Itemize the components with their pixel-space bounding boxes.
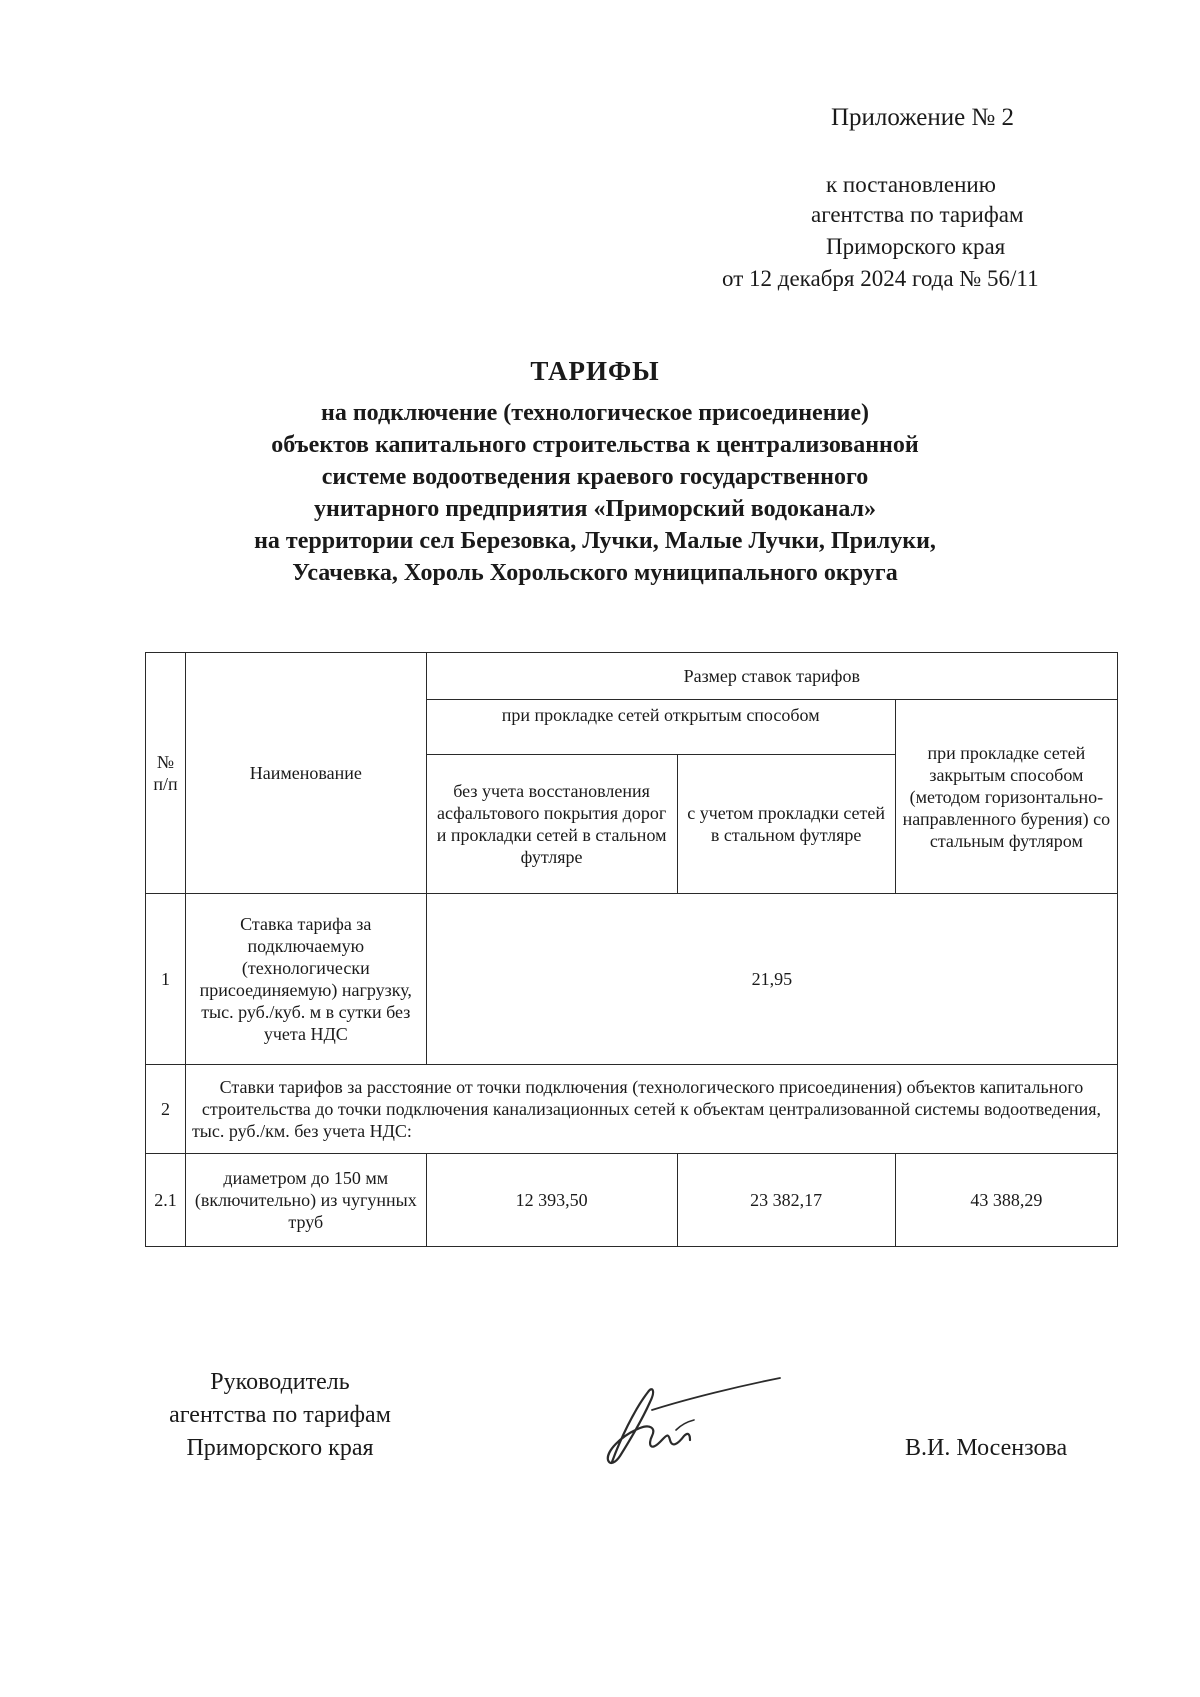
row-name: Ставка тарифа за подключаемую (технологически присоединяемую) нагрузку, тыс. руб./куб. м в сутки без учета НДС xyxy=(185,894,426,1065)
row-value: 21,95 xyxy=(426,894,1117,1065)
header-open-a: без учета восстановления асфальтового покрытия дорог и прокладки сетей в стальном футляре xyxy=(426,755,677,894)
row-value: 43 388,29 xyxy=(895,1154,1117,1247)
signer-position-line: Руководитель xyxy=(210,1369,350,1395)
annex-number: Приложение № 2 xyxy=(831,104,1015,131)
title-line: унитарного предприятия «Приморский водоканал» xyxy=(313,496,877,522)
table-row xyxy=(146,1065,1118,1154)
signer-name: В.И. Мосензова xyxy=(905,1435,1068,1461)
handwritten-signature-image xyxy=(590,1370,790,1480)
header-row xyxy=(146,653,1118,700)
header-closed: при прокладке сетей закрытым способом (методом горизонтально-направленного бурения) со стальным футляром xyxy=(895,700,1117,894)
signer-position xyxy=(145,1366,415,1465)
row-text: Ставки тарифов за расстояние от точки подключения (технологического присоединения) объектов капитального строительства до точки подключения канализационных сетей к объектам централизованной системы водоотведения, тыс. руб./км. без учета НДС: xyxy=(185,1065,1117,1154)
title-main: ТАРИФЫ xyxy=(530,356,660,386)
row-no: 2 xyxy=(146,1065,186,1154)
row-value: 23 382,17 xyxy=(677,1154,895,1247)
title-line: на территории сел Березовка, Лучки, Малые Лучки, Прилуки, xyxy=(254,528,936,554)
annex-line: от 12 декабря 2024 года № 56/11 xyxy=(722,266,1039,291)
header-no: № п/п xyxy=(146,653,186,894)
annex-line: к постановлению xyxy=(826,172,996,197)
signer-position-line: агентства по тарифам xyxy=(169,1402,391,1428)
row-no: 1 xyxy=(146,894,186,1065)
annex-line: агентства по тарифам xyxy=(811,202,1024,227)
row-name: диаметром до 150 мм (включительно) из чугунных труб xyxy=(185,1154,426,1247)
header-name: Наименование xyxy=(185,653,426,894)
title-line: Усачевка, Хороль Хорольского муниципального округа xyxy=(292,560,898,586)
title-line: на подключение (технологическое присоединение) xyxy=(320,400,869,426)
title-line: системе водоотведения краевого государственного xyxy=(321,464,869,490)
document-title xyxy=(180,356,1010,589)
title-line: объектов капитального строительства к централизованной xyxy=(271,432,919,458)
tariffs-table xyxy=(145,652,1118,1247)
header-rates: Размер ставок тарифов xyxy=(426,653,1117,700)
header-open-b: с учетом прокладки сетей в стальном футляре xyxy=(677,755,895,894)
row-no: 2.1 xyxy=(146,1154,186,1247)
row-value: 12 393,50 xyxy=(426,1154,677,1247)
header-open: при прокладке сетей открытым способом xyxy=(426,700,895,755)
table-row xyxy=(146,894,1118,1065)
annex-line: Приморского края xyxy=(826,234,1006,259)
table-row xyxy=(146,1154,1118,1247)
signer-position-line: Приморского края xyxy=(186,1435,374,1461)
